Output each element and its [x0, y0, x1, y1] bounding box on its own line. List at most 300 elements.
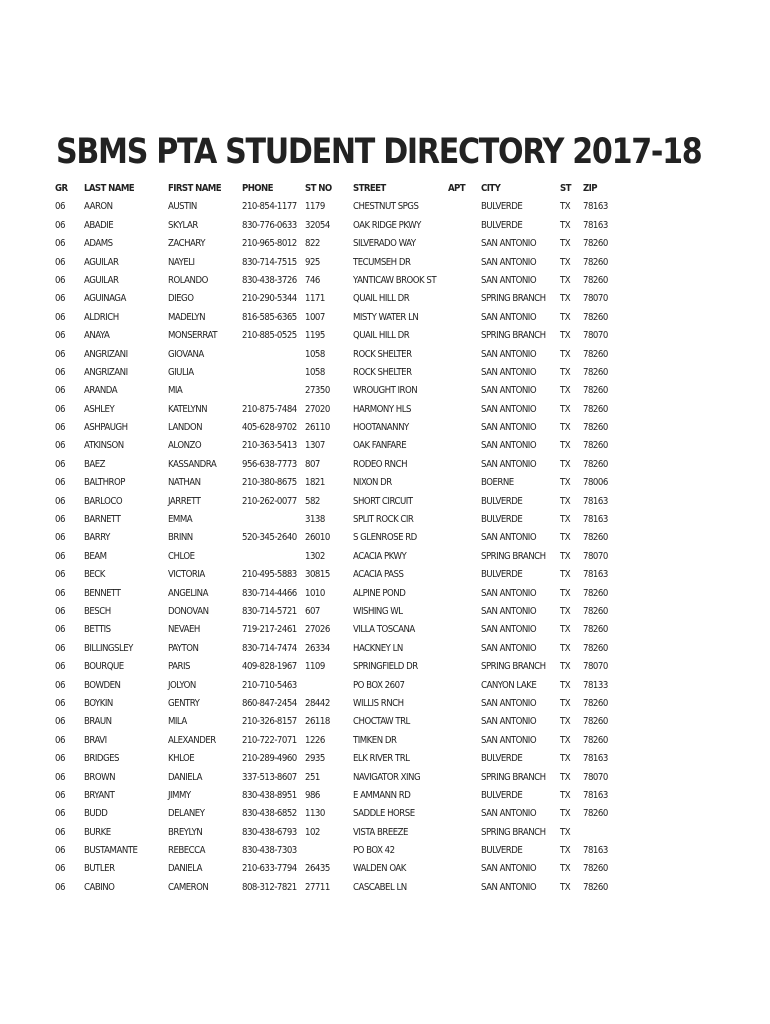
street-no-cell: 32054 — [305, 219, 330, 231]
grade-cell: 06 — [55, 219, 65, 231]
last-name-cell: AARON — [84, 201, 113, 213]
phone-cell: 830-438-8951 — [242, 789, 297, 801]
phone-cell: 860-847-2454 — [242, 697, 297, 709]
grade-cell: 06 — [55, 642, 65, 654]
first-name-cell: GIOVANA — [168, 348, 204, 360]
first-name-cell: MONSERRAT — [168, 330, 217, 342]
last-name-cell: BEAM — [84, 550, 107, 562]
zip-cell: 78260 — [583, 697, 608, 709]
table-row — [55, 309, 615, 327]
grade-cell: 06 — [55, 550, 65, 562]
street-cell: OAK FANFARE — [353, 440, 407, 452]
state-cell: TX — [560, 440, 571, 452]
grade-cell: 06 — [55, 881, 65, 893]
state-cell: TX — [560, 661, 571, 673]
last-name-cell: BRAUN — [84, 716, 112, 728]
table-row — [55, 658, 615, 676]
table-row — [55, 474, 615, 492]
phone-cell: 210-875-7484 — [242, 403, 297, 415]
last-name-cell: AGUILAR — [84, 274, 119, 286]
state-cell: TX — [560, 422, 571, 434]
zip-cell: 78260 — [583, 348, 608, 360]
state-cell: TX — [560, 734, 571, 746]
city-cell: SAN ANTONIO — [481, 366, 537, 378]
grade-cell: 06 — [55, 348, 65, 360]
header-city: CITY — [481, 183, 501, 194]
grade-cell: 06 — [55, 403, 65, 415]
street-cell: SHORT CIRCUIT — [353, 495, 413, 507]
zip-cell: 78260 — [583, 587, 608, 599]
city-cell: SAN ANTONIO — [481, 348, 537, 360]
city-cell: SAN ANTONIO — [481, 808, 537, 820]
city-cell: BULVERDE — [481, 219, 523, 231]
table-row — [55, 824, 615, 842]
last-name-cell: BUSTAMANTE — [84, 845, 138, 857]
last-name-cell: ASHLEY — [84, 403, 115, 415]
zip-cell: 78260 — [583, 734, 608, 746]
table-row — [55, 713, 615, 731]
phone-cell: 830-438-3726 — [242, 274, 297, 286]
street-no-cell: 30815 — [305, 569, 330, 581]
city-cell: SPRING BRANCH — [481, 293, 546, 305]
last-name-cell: ANGRIZANI — [84, 366, 128, 378]
zip-cell: 78260 — [583, 881, 608, 893]
city-cell: BULVERDE — [481, 569, 523, 581]
grade-cell: 06 — [55, 366, 65, 378]
zip-cell: 78260 — [583, 458, 608, 470]
table-row — [55, 879, 615, 897]
city-cell: SAN ANTONIO — [481, 605, 537, 617]
phone-cell: 830-776-0633 — [242, 219, 297, 231]
street-cell: ACACIA PASS — [353, 569, 404, 581]
header-grade: GR — [55, 183, 68, 194]
zip-cell: 78163 — [583, 569, 608, 581]
state-cell: TX — [560, 881, 571, 893]
phone-cell: 830-714-7515 — [242, 256, 297, 268]
first-name-cell: JARRETT — [168, 495, 201, 507]
state-cell: TX — [560, 808, 571, 820]
street-no-cell: 2935 — [305, 753, 325, 765]
grade-cell: 06 — [55, 863, 65, 875]
state-cell: TX — [560, 330, 571, 342]
first-name-cell: GENTRY — [168, 697, 200, 709]
first-name-cell: DANIELA — [168, 771, 203, 783]
state-cell: TX — [560, 201, 571, 213]
city-cell: BULVERDE — [481, 845, 523, 857]
street-no-cell: 251 — [305, 771, 320, 783]
state-cell: TX — [560, 495, 571, 507]
city-cell: BULVERDE — [481, 789, 523, 801]
first-name-cell: AUSTIN — [168, 201, 197, 213]
table-row — [55, 235, 615, 253]
street-cell: ROCK SHELTER — [353, 366, 412, 378]
table-row — [55, 695, 615, 713]
state-cell: TX — [560, 219, 571, 231]
state-cell: TX — [560, 716, 571, 728]
zip-cell: 78163 — [583, 789, 608, 801]
table-body — [55, 198, 615, 897]
city-cell: SAN ANTONIO — [481, 734, 537, 746]
state-cell: TX — [560, 826, 571, 838]
street-no-cell: 925 — [305, 256, 320, 268]
city-cell: CANYON LAKE — [481, 679, 537, 691]
first-name-cell: DONOVAN — [168, 605, 209, 617]
grade-cell: 06 — [55, 330, 65, 342]
table-row — [55, 585, 615, 603]
state-cell: TX — [560, 403, 571, 415]
street-cell: ACACIA PKWY — [353, 550, 407, 562]
last-name-cell: BARRY — [84, 532, 110, 544]
street-cell: WISHING WL — [353, 605, 403, 617]
last-name-cell: BECK — [84, 569, 105, 581]
table-row — [55, 787, 615, 805]
city-cell: SAN ANTONIO — [481, 642, 537, 654]
street-no-cell: 26435 — [305, 863, 330, 875]
street-no-cell: 26118 — [305, 716, 330, 728]
first-name-cell: CAMERON — [168, 881, 209, 893]
last-name-cell: ANGRIZANI — [84, 348, 128, 360]
city-cell: BULVERDE — [481, 201, 523, 213]
first-name-cell: VICTORIA — [168, 569, 205, 581]
state-cell: TX — [560, 274, 571, 286]
grade-cell: 06 — [55, 532, 65, 544]
grade-cell: 06 — [55, 771, 65, 783]
grade-cell: 06 — [55, 274, 65, 286]
first-name-cell: BRINN — [168, 532, 193, 544]
grade-cell: 06 — [55, 477, 65, 489]
zip-cell: 78163 — [583, 514, 608, 526]
table-row — [55, 198, 615, 216]
last-name-cell: ASHPAUGH — [84, 422, 128, 434]
zip-cell: 78260 — [583, 256, 608, 268]
grade-cell: 06 — [55, 845, 65, 857]
grade-cell: 06 — [55, 514, 65, 526]
zip-cell: 78070 — [583, 771, 608, 783]
phone-cell: 520-345-2640 — [242, 532, 297, 544]
first-name-cell: JIMMY — [168, 789, 191, 801]
city-cell: SAN ANTONIO — [481, 587, 537, 599]
table-row — [55, 456, 615, 474]
street-cell: PO BOX 2607 — [353, 679, 405, 691]
zip-cell: 78260 — [583, 716, 608, 728]
last-name-cell: BAEZ — [84, 458, 106, 470]
street-cell: NAVIGATOR XING — [353, 771, 421, 783]
table-row — [55, 382, 615, 400]
grade-cell: 06 — [55, 495, 65, 507]
state-cell: TX — [560, 385, 571, 397]
street-cell: E AMMANN RD — [353, 789, 411, 801]
zip-cell: 78260 — [583, 642, 608, 654]
last-name-cell: BRIDGES — [84, 753, 119, 765]
phone-cell: 210-633-7794 — [242, 863, 297, 875]
state-cell: TX — [560, 587, 571, 599]
phone-cell: 808-312-7821 — [242, 881, 297, 893]
city-cell: SPRING BRANCH — [481, 771, 546, 783]
header-apt: APT — [448, 183, 466, 194]
table-row — [55, 217, 615, 235]
street-cell: VILLA TOSCANA — [353, 624, 415, 636]
state-cell: TX — [560, 514, 571, 526]
phone-cell: 210-854-1177 — [242, 201, 297, 213]
street-no-cell: 27711 — [305, 881, 330, 893]
street-cell: SPRINGFIELD DR — [353, 661, 418, 673]
first-name-cell: LANDON — [168, 422, 203, 434]
street-cell: NIXON DR — [353, 477, 392, 489]
city-cell: BOERNE — [481, 477, 514, 489]
zip-cell: 78260 — [583, 403, 608, 415]
zip-cell: 78260 — [583, 532, 608, 544]
street-no-cell: 1171 — [305, 293, 325, 305]
zip-cell: 78260 — [583, 863, 608, 875]
first-name-cell: KASSANDRA — [168, 458, 217, 470]
state-cell: TX — [560, 311, 571, 323]
street-no-cell: 1307 — [305, 440, 325, 452]
city-cell: SAN ANTONIO — [481, 256, 537, 268]
street-cell: MISTY WATER LN — [353, 311, 419, 323]
grade-cell: 06 — [55, 789, 65, 801]
city-cell: BULVERDE — [481, 753, 523, 765]
street-no-cell: 1058 — [305, 366, 325, 378]
phone-cell: 337-513-8607 — [242, 771, 297, 783]
city-cell: BULVERDE — [481, 495, 523, 507]
first-name-cell: ALEXANDER — [168, 734, 216, 746]
city-cell: SAN ANTONIO — [481, 624, 537, 636]
grade-cell: 06 — [55, 753, 65, 765]
first-name-cell: CHLOE — [168, 550, 195, 562]
phone-cell: 830-714-4466 — [242, 587, 297, 599]
first-name-cell: MILA — [168, 716, 187, 728]
last-name-cell: ATKINSON — [84, 440, 124, 452]
street-cell: TIMKEN DR — [353, 734, 397, 746]
street-no-cell: 27350 — [305, 385, 330, 397]
last-name-cell: BOWDEN — [84, 679, 121, 691]
table-row — [55, 548, 615, 566]
zip-cell: 78260 — [583, 605, 608, 617]
first-name-cell: ALONZO — [168, 440, 202, 452]
table-header-row — [55, 180, 615, 198]
city-cell: SPRING BRANCH — [481, 330, 546, 342]
state-cell: TX — [560, 532, 571, 544]
last-name-cell: ARANDA — [84, 385, 118, 397]
table-row — [55, 437, 615, 455]
first-name-cell: KATELYNN — [168, 403, 208, 415]
grade-cell: 06 — [55, 734, 65, 746]
last-name-cell: BENNETT — [84, 587, 121, 599]
state-cell: TX — [560, 679, 571, 691]
phone-cell: 210-289-4960 — [242, 753, 297, 765]
street-cell: HOOTANANNY — [353, 422, 409, 434]
grade-cell: 06 — [55, 605, 65, 617]
last-name-cell: ANAYA — [84, 330, 110, 342]
street-no-cell: 26110 — [305, 422, 330, 434]
first-name-cell: PARIS — [168, 661, 190, 673]
zip-cell: 78260 — [583, 385, 608, 397]
zip-cell: 78163 — [583, 495, 608, 507]
state-cell: TX — [560, 256, 571, 268]
grade-cell: 06 — [55, 293, 65, 305]
state-cell: TX — [560, 569, 571, 581]
street-cell: WROUGHT IRON — [353, 385, 418, 397]
last-name-cell: BROWN — [84, 771, 116, 783]
table-row — [55, 327, 615, 345]
phone-cell: 830-714-7474 — [242, 642, 297, 654]
grade-cell: 06 — [55, 808, 65, 820]
last-name-cell: BALTHROP — [84, 477, 125, 489]
city-cell: SPRING BRANCH — [481, 661, 546, 673]
last-name-cell: BOYKIN — [84, 697, 113, 709]
zip-cell: 78070 — [583, 661, 608, 673]
street-no-cell: 607 — [305, 605, 320, 617]
grade-cell: 06 — [55, 458, 65, 470]
phone-cell: 210-380-8675 — [242, 477, 297, 489]
street-no-cell: 102 — [305, 826, 320, 838]
last-name-cell: BURKE — [84, 826, 111, 838]
first-name-cell: EMMA — [168, 514, 193, 526]
phone-cell: 830-438-6852 — [242, 808, 297, 820]
first-name-cell: NEVAEH — [168, 624, 200, 636]
last-name-cell: AGUINAGA — [84, 293, 126, 305]
table-row — [55, 769, 615, 787]
zip-cell: 78260 — [583, 422, 608, 434]
street-cell: YANTICAW BROOK ST — [353, 274, 437, 286]
state-cell: TX — [560, 366, 571, 378]
header-last-name: LAST NAME — [84, 183, 135, 194]
street-no-cell: 1130 — [305, 808, 325, 820]
state-cell: TX — [560, 697, 571, 709]
last-name-cell: BESCH — [84, 605, 111, 617]
city-cell: SAN ANTONIO — [481, 385, 537, 397]
last-name-cell: ADAMS — [84, 238, 113, 250]
street-no-cell: 1058 — [305, 348, 325, 360]
street-cell: RODEO RNCH — [353, 458, 408, 470]
first-name-cell: JOLYON — [168, 679, 196, 691]
phone-cell: 830-438-7303 — [242, 845, 297, 857]
phone-cell: 210-722-7071 — [242, 734, 297, 746]
street-cell: SPLIT ROCK CIR — [353, 514, 414, 526]
phone-cell: 956-638-7773 — [242, 458, 297, 470]
street-no-cell: 28442 — [305, 697, 330, 709]
street-cell: ELK RIVER TRL — [353, 753, 410, 765]
grade-cell: 06 — [55, 826, 65, 838]
table-row — [55, 640, 615, 658]
table-row — [55, 272, 615, 290]
state-cell: TX — [560, 771, 571, 783]
zip-cell: 78070 — [583, 293, 608, 305]
zip-cell: 78070 — [583, 330, 608, 342]
street-cell: CHESTNUT SPGS — [353, 201, 419, 213]
table-row — [55, 254, 615, 272]
last-name-cell: BARNETT — [84, 514, 121, 526]
street-no-cell: 1821 — [305, 477, 325, 489]
first-name-cell: ANGELINA — [168, 587, 208, 599]
phone-cell: 210-495-5883 — [242, 569, 297, 581]
first-name-cell: NAYELI — [168, 256, 195, 268]
city-cell: SPRING BRANCH — [481, 550, 546, 562]
last-name-cell: BUDD — [84, 808, 108, 820]
table-row — [55, 842, 615, 860]
street-no-cell: 1226 — [305, 734, 325, 746]
header-state: ST — [560, 183, 571, 194]
table-row — [55, 290, 615, 308]
street-cell: TECUMSEH DR — [353, 256, 411, 268]
street-cell: HARMONY HLS — [353, 403, 411, 415]
street-no-cell: 1007 — [305, 311, 325, 323]
street-no-cell: 26334 — [305, 642, 330, 654]
street-no-cell: 26010 — [305, 532, 330, 544]
zip-cell: 78260 — [583, 624, 608, 636]
phone-cell: 409-828-1967 — [242, 661, 297, 673]
phone-cell: 816-585-6365 — [242, 311, 297, 323]
street-no-cell: 1010 — [305, 587, 325, 599]
table-row — [55, 419, 615, 437]
grade-cell: 06 — [55, 385, 65, 397]
header-zip: ZIP — [583, 183, 597, 194]
header-phone: PHONE — [242, 183, 273, 194]
zip-cell: 78133 — [583, 679, 608, 691]
street-no-cell: 3138 — [305, 514, 325, 526]
first-name-cell: MADELYN — [168, 311, 206, 323]
street-no-cell: 27020 — [305, 403, 330, 415]
table-row — [55, 401, 615, 419]
street-cell: VISTA BREEZE — [353, 826, 408, 838]
student-directory-table — [55, 180, 615, 897]
street-cell: ALPINE POND — [353, 587, 406, 599]
last-name-cell: BETTIS — [84, 624, 111, 636]
state-cell: TX — [560, 789, 571, 801]
street-no-cell: 746 — [305, 274, 320, 286]
state-cell: TX — [560, 458, 571, 470]
street-cell: CASCABEL LN — [353, 881, 407, 893]
grade-cell: 06 — [55, 587, 65, 599]
city-cell: SAN ANTONIO — [481, 697, 537, 709]
street-cell: SILVERADO WAY — [353, 238, 416, 250]
last-name-cell: BUTLER — [84, 863, 115, 875]
zip-cell: 78163 — [583, 219, 608, 231]
phone-cell: 830-438-6793 — [242, 826, 297, 838]
city-cell: SAN ANTONIO — [481, 403, 537, 415]
phone-cell: 210-885-0525 — [242, 330, 297, 342]
grade-cell: 06 — [55, 661, 65, 673]
state-cell: TX — [560, 477, 571, 489]
city-cell: SAN ANTONIO — [481, 440, 537, 452]
first-name-cell: SKYLAR — [168, 219, 198, 231]
street-cell: QUAIL HILL DR — [353, 330, 410, 342]
zip-cell: 78070 — [583, 550, 608, 562]
street-cell: SADDLE HORSE — [353, 808, 415, 820]
state-cell: TX — [560, 642, 571, 654]
first-name-cell: BREYLYN — [168, 826, 203, 838]
header-street: STREET — [353, 183, 386, 194]
phone-cell: 210-290-5344 — [242, 293, 297, 305]
zip-cell: 78260 — [583, 366, 608, 378]
phone-cell: 830-714-5721 — [242, 605, 297, 617]
grade-cell: 06 — [55, 679, 65, 691]
grade-cell: 06 — [55, 697, 65, 709]
first-name-cell: ROLANDO — [168, 274, 208, 286]
first-name-cell: DANIELA — [168, 863, 203, 875]
city-cell: SAN ANTONIO — [481, 863, 537, 875]
header-street-no: ST NO — [305, 183, 332, 194]
state-cell: TX — [560, 753, 571, 765]
first-name-cell: MIA — [168, 385, 183, 397]
city-cell: SAN ANTONIO — [481, 422, 537, 434]
last-name-cell: ABADIE — [84, 219, 114, 231]
state-cell: TX — [560, 238, 571, 250]
street-cell: PO BOX 42 — [353, 845, 395, 857]
first-name-cell: PAYTON — [168, 642, 199, 654]
phone-cell: 210-710-5463 — [242, 679, 297, 691]
zip-cell: 78163 — [583, 845, 608, 857]
